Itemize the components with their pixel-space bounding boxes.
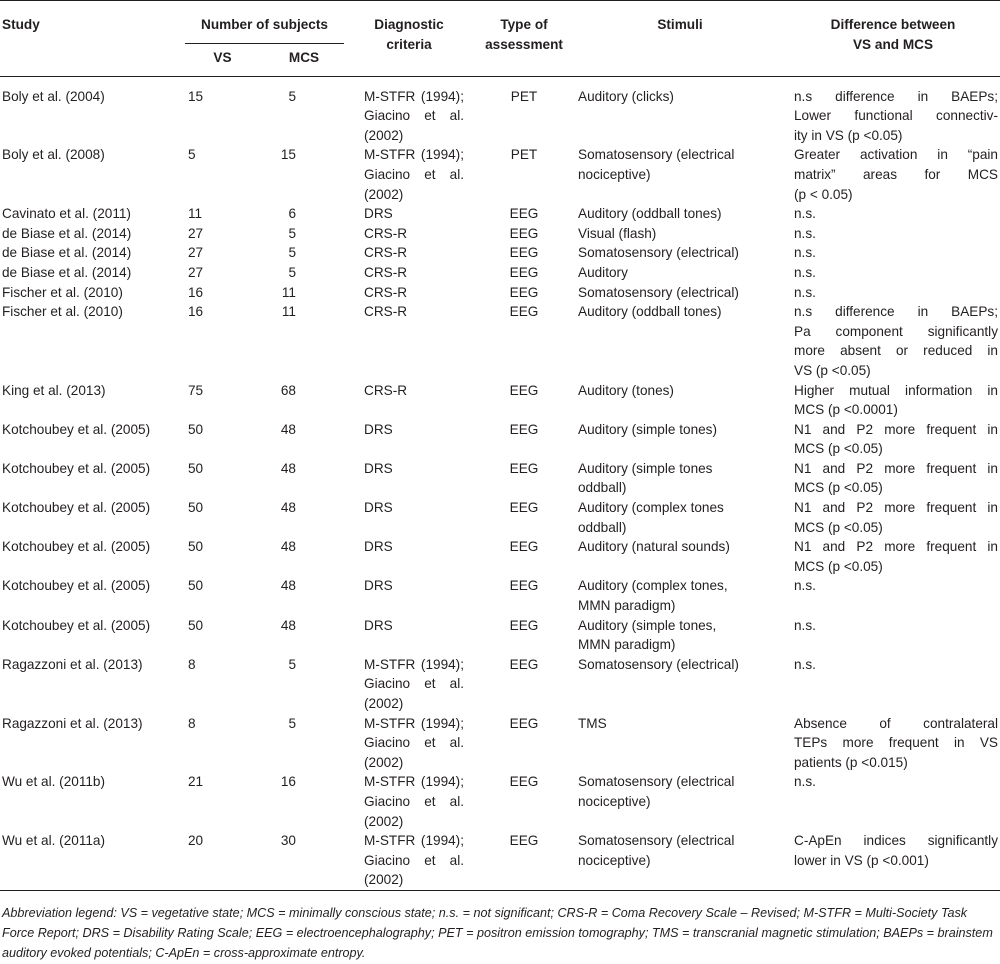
cell-diagnostic-criteria-line: DRS (364, 421, 393, 437)
cell-mcs: 5 (288, 656, 296, 672)
cell-stimuli-line: MMN paradigm) (578, 598, 676, 614)
cell-vs: 50 (188, 500, 204, 516)
cell-diagnostic-criteria (344, 576, 474, 615)
cell-stimuli-line: Auditory (simple tones (578, 460, 713, 476)
header-type-line-2: assessment (485, 36, 563, 52)
cell-diagnostic-criteria-line: (2002) (364, 186, 404, 202)
cell-difference-line: Higher mutual information in (794, 382, 998, 398)
cell-diagnostic-criteria-line: DRS (364, 617, 393, 633)
cell-diagnostic-criteria-line: DRS (364, 500, 393, 516)
cell-stimuli (574, 420, 786, 459)
table-row (0, 243, 1000, 263)
cell-study: Kotchoubey et al. (2005) (2, 460, 151, 476)
table-row (0, 616, 1000, 655)
cell-vs: 50 (188, 578, 204, 594)
cell-stimuli (574, 831, 786, 890)
header-difference-line-2: VS and MCS (852, 36, 934, 52)
cell-mcs: 48 (280, 617, 296, 633)
cell-stimuli-line: Auditory (clicks) (578, 88, 674, 104)
cell-stimuli-line: Somatosensory (electrical (578, 833, 735, 849)
cell-difference (786, 381, 1000, 420)
cell-diagnostic-criteria-line: Giacino et al. (364, 852, 464, 868)
cell-difference (786, 498, 1000, 537)
cell-difference-line: n.s. (794, 264, 816, 280)
cell-mcs: 48 (280, 578, 296, 594)
cell-diagnostic-criteria-line: (2002) (364, 872, 404, 888)
cell-type-of-assessment: EEG (509, 500, 539, 516)
cell-difference (786, 243, 1000, 263)
cell-study: Kotchoubey et al. (2005) (2, 500, 151, 516)
cell-vs: 8 (188, 715, 196, 731)
cell-difference-line: Greater activation in “pain (794, 147, 998, 163)
cell-difference (786, 224, 1000, 244)
cell-difference-line: Lower functional connectiv- (794, 108, 998, 124)
cell-difference (786, 263, 1000, 283)
cell-difference-line: more absent or reduced in (794, 343, 998, 359)
cell-study: Boly et al. (2008) (2, 147, 105, 163)
cell-study: Kotchoubey et al. (2005) (2, 421, 151, 437)
cell-difference (786, 537, 1000, 576)
cell-difference-line: n.s difference in BAEPs; (794, 304, 998, 320)
cell-stimuli-line: Auditory (simple tones, (578, 617, 717, 633)
cell-vs: 15 (188, 88, 204, 104)
cell-vs: 50 (188, 421, 204, 437)
cell-mcs: 68 (280, 382, 296, 398)
cell-stimuli-line: Auditory (578, 264, 628, 280)
cell-stimuli-line: Somatosensory (electrical (578, 147, 735, 163)
table-row (0, 76, 1000, 145)
cell-diagnostic-criteria-line: M-STFR (1994); (364, 774, 464, 790)
cell-stimuli (574, 381, 786, 420)
header-vs: VS (181, 44, 264, 77)
cell-mcs: 6 (288, 206, 296, 222)
cell-difference (786, 772, 1000, 831)
cell-vs: 21 (188, 774, 204, 790)
cell-diagnostic-criteria (344, 145, 474, 204)
cell-diagnostic-criteria-line: M-STFR (1994); (364, 147, 464, 163)
cell-diagnostic-criteria (344, 243, 474, 263)
cell-difference-line: patients (p <0.015) (794, 754, 908, 770)
cell-difference-line: n.s. (794, 617, 816, 633)
cell-difference (786, 283, 1000, 303)
cell-difference-line: n.s. (794, 578, 816, 594)
cell-mcs: 11 (281, 304, 296, 320)
cell-mcs: 48 (280, 421, 296, 437)
table-header (0, 1, 1000, 77)
cell-stimuli-line: nociceptive) (578, 852, 651, 868)
cell-vs: 50 (188, 617, 204, 633)
cell-stimuli (574, 76, 786, 145)
cell-mcs: 30 (280, 833, 296, 849)
cell-diagnostic-criteria (344, 263, 474, 283)
cell-diagnostic-criteria (344, 498, 474, 537)
cell-diagnostic-criteria (344, 616, 474, 655)
cell-stimuli-line: Somatosensory (electrical) (578, 656, 739, 672)
cell-diagnostic-criteria (344, 537, 474, 576)
cell-difference-line: MCS (p <0.05) (794, 480, 883, 496)
cell-stimuli (574, 204, 786, 224)
cell-diagnostic-criteria-line: Giacino et al. (364, 793, 464, 809)
cell-diagnostic-criteria-line: Giacino et al. (364, 676, 464, 692)
cell-stimuli-line: Auditory (complex tones (578, 500, 724, 516)
cell-study: Kotchoubey et al. (2005) (2, 617, 151, 633)
cell-vs: 27 (188, 264, 204, 280)
cell-stimuli (574, 145, 786, 204)
header-diagnostic-line-1: Diagnostic (374, 17, 444, 32)
cell-difference-line: TEPs more frequent in VS (794, 735, 998, 751)
cell-stimuli (574, 616, 786, 655)
header-difference-line-1: Difference between (830, 17, 956, 32)
cell-diagnostic-criteria (344, 302, 474, 380)
cell-vs: 5 (188, 147, 196, 163)
cell-difference-line: n.s difference in BAEPs; (794, 88, 998, 104)
cell-mcs: 5 (288, 715, 296, 731)
cell-stimuli-line: nociceptive) (578, 793, 651, 809)
cell-type-of-assessment: EEG (509, 304, 539, 320)
cell-difference-line: (p < 0.05) (794, 186, 853, 202)
cell-stimuli-line: Auditory (oddball tones) (578, 206, 722, 222)
cell-mcs: 16 (280, 774, 296, 790)
cell-difference (786, 714, 1000, 773)
cell-vs: 27 (188, 245, 204, 261)
cell-difference (786, 204, 1000, 224)
cell-mcs: 5 (288, 225, 296, 241)
cell-diagnostic-criteria-line: DRS (364, 539, 393, 555)
table-footnote: Abbreviation legend: VS = vegetative state; MCS = minimally conscious state; n.s. = not significant; CRS-R = Coma Recovery Scale – Revised; M-STFR = Multi-Society Task Force Report; DRS = Disability Rating Scale; EEG = electroencephalography; PET = positron emission tomography; TMS = transcranial magnetic stimulation; BAEPs = brainstem auditory evoked potentials; C-ApEn = cross-approximate entropy. (0, 890, 1000, 964)
cell-study: Fischer et al. (2010) (2, 304, 123, 320)
cell-type-of-assessment: EEG (509, 715, 539, 731)
cell-diagnostic-criteria-line: (2002) (364, 754, 404, 770)
cell-type-of-assessment: EEG (509, 617, 539, 633)
cell-diagnostic-criteria-line: Giacino et al. (364, 108, 464, 124)
cell-study: Boly et al. (2004) (2, 88, 105, 104)
header-stimuli: Stimuli (574, 1, 786, 77)
header-difference (786, 1, 1000, 77)
cell-diagnostic-criteria-line: M-STFR (1994); (364, 88, 464, 104)
cell-stimuli-line: Somatosensory (electrical) (578, 245, 739, 261)
cell-vs: 8 (188, 656, 196, 672)
cell-diagnostic-criteria (344, 420, 474, 459)
cell-diagnostic-criteria (344, 655, 474, 714)
cell-stimuli-line: Auditory (oddball tones) (578, 304, 722, 320)
cell-study: Fischer et al. (2010) (2, 284, 123, 300)
cell-stimuli (574, 283, 786, 303)
table-row (0, 224, 1000, 244)
cell-difference-line: N1 and P2 more frequent in (794, 421, 998, 437)
cell-stimuli (574, 224, 786, 244)
cell-type-of-assessment: PET (510, 147, 538, 163)
cell-study: Wu et al. (2011b) (2, 774, 106, 790)
table-row (0, 772, 1000, 831)
cell-difference (786, 302, 1000, 380)
cell-difference-line: ity in VS (p <0.05) (794, 127, 903, 143)
cell-difference-line: N1 and P2 more frequent in (794, 460, 998, 476)
cell-stimuli (574, 537, 786, 576)
cell-stimuli-line: oddball) (578, 480, 627, 496)
cell-mcs: 11 (281, 284, 296, 300)
cell-difference-line: n.s. (794, 225, 816, 241)
cell-difference-line: VS (p <0.05) (794, 362, 871, 378)
table-row (0, 145, 1000, 204)
cell-diagnostic-criteria-line: CRS-R (364, 225, 408, 241)
cell-difference-line: n.s. (794, 656, 816, 672)
cell-mcs: 5 (288, 245, 296, 261)
cell-stimuli (574, 576, 786, 615)
table-row (0, 537, 1000, 576)
cell-diagnostic-criteria-line: (2002) (364, 813, 404, 829)
cell-diagnostic-criteria (344, 204, 474, 224)
cell-study: Kotchoubey et al. (2005) (2, 539, 151, 555)
cell-vs: 50 (188, 460, 204, 476)
cell-type-of-assessment: EEG (509, 460, 539, 476)
cell-diagnostic-criteria-line: CRS-R (364, 382, 408, 398)
cell-vs: 75 (188, 382, 204, 398)
cell-type-of-assessment: EEG (509, 382, 539, 398)
cell-mcs: 48 (280, 460, 296, 476)
cell-diagnostic-criteria-line: CRS-R (364, 264, 408, 280)
cell-stimuli-line: Somatosensory (electrical (578, 774, 735, 790)
cell-type-of-assessment: EEG (509, 264, 539, 280)
cell-stimuli (574, 655, 786, 714)
cell-difference (786, 76, 1000, 145)
cell-difference-line: MCS (p <0.05) (794, 519, 883, 535)
cell-diagnostic-criteria (344, 714, 474, 773)
cell-diagnostic-criteria (344, 772, 474, 831)
cell-difference-line: MCS (p <0.05) (794, 558, 883, 574)
cell-diagnostic-criteria-line: CRS-R (364, 304, 408, 320)
table-row (0, 498, 1000, 537)
cell-difference-line: C-ApEn indices significantly (794, 833, 998, 849)
table-body (0, 76, 1000, 890)
header-study: Study (0, 1, 181, 77)
header-type-of-assessment (474, 1, 574, 77)
header-diagnostic-criteria (344, 1, 474, 77)
cell-study: de Biase et al. (2014) (2, 264, 132, 280)
cell-diagnostic-criteria-line: DRS (364, 206, 393, 222)
cell-stimuli-line: Visual (flash) (578, 225, 657, 241)
cell-diagnostic-criteria (344, 76, 474, 145)
cell-type-of-assessment: PET (510, 88, 538, 104)
cell-vs: 20 (188, 833, 204, 849)
cell-vs: 16 (188, 304, 204, 320)
cell-type-of-assessment: EEG (509, 539, 539, 555)
cell-study: Wu et al. (2011a) (2, 833, 106, 849)
table-row (0, 459, 1000, 498)
table-row (0, 714, 1000, 773)
cell-diagnostic-criteria-line: DRS (364, 460, 393, 476)
cell-type-of-assessment: EEG (509, 578, 539, 594)
cell-difference (786, 655, 1000, 714)
cell-type-of-assessment: EEG (509, 206, 539, 222)
header-number-of-subjects-label: Number of subjects (185, 15, 344, 44)
cell-difference-line: lower in VS (p <0.001) (794, 852, 929, 868)
cell-type-of-assessment: EEG (509, 225, 539, 241)
cell-diagnostic-criteria (344, 831, 474, 890)
cell-stimuli-line: TMS (578, 715, 607, 731)
table-row (0, 283, 1000, 303)
table-row (0, 204, 1000, 224)
header-diagnostic-line-2: criteria (386, 36, 432, 52)
cell-study: Ragazzoni et al. (2013) (2, 656, 143, 672)
cell-stimuli-line: Auditory (natural sounds) (578, 539, 730, 555)
cell-diagnostic-criteria-line: (2002) (364, 696, 404, 711)
table-row (0, 420, 1000, 459)
cell-diagnostic-criteria-line: (2002) (364, 127, 404, 143)
cell-stimuli-line: MMN paradigm) (578, 637, 676, 653)
cell-mcs: 5 (288, 264, 296, 280)
cell-difference-line: n.s. (794, 206, 816, 222)
cell-type-of-assessment: EEG (509, 421, 539, 437)
cell-study: Cavinato et al. (2011) (2, 206, 131, 222)
cell-difference-line: Pa component significantly (794, 323, 998, 339)
cell-type-of-assessment: EEG (509, 284, 539, 300)
cell-mcs: 5 (288, 88, 296, 104)
cell-vs: 11 (188, 206, 203, 222)
cell-diagnostic-criteria-line: M-STFR (1994); (364, 656, 464, 672)
cell-mcs: 15 (280, 147, 296, 163)
cell-diagnostic-criteria (344, 459, 474, 498)
cell-difference-line: Absence of contralateral (794, 715, 998, 731)
cell-difference-line: MCS (p <0.0001) (794, 402, 898, 418)
cell-study: de Biase et al. (2014) (2, 245, 132, 261)
cell-diagnostic-criteria (344, 224, 474, 244)
header-mcs: MCS (264, 44, 344, 77)
cell-stimuli-line: Somatosensory (electrical) (578, 284, 739, 300)
cell-difference-line: matrix” areas for MCS (794, 166, 998, 182)
cell-difference (786, 420, 1000, 459)
table-row (0, 302, 1000, 380)
cell-stimuli (574, 243, 786, 263)
cell-difference (786, 459, 1000, 498)
cell-vs: 50 (188, 539, 204, 555)
cell-vs: 27 (188, 225, 204, 241)
cell-stimuli (574, 714, 786, 773)
cell-diagnostic-criteria-line: M-STFR (1994); (364, 715, 464, 731)
cell-study: Kotchoubey et al. (2005) (2, 578, 151, 594)
table-row (0, 576, 1000, 615)
table-row (0, 831, 1000, 890)
cell-stimuli (574, 498, 786, 537)
cell-diagnostic-criteria-line: Giacino et al. (364, 735, 464, 751)
cell-stimuli-line: Auditory (tones) (578, 382, 674, 398)
cell-stimuli-line: Auditory (complex tones, (578, 578, 728, 594)
table-row (0, 655, 1000, 714)
cell-difference (786, 616, 1000, 655)
table-row (0, 381, 1000, 420)
cell-difference-line: n.s. (794, 774, 816, 790)
cell-difference (786, 831, 1000, 890)
cell-mcs: 48 (280, 500, 296, 516)
cell-diagnostic-criteria (344, 381, 474, 420)
cell-vs: 16 (188, 284, 204, 300)
cell-study: de Biase et al. (2014) (2, 225, 132, 241)
cell-stimuli-line: Auditory (simple tones) (578, 421, 718, 437)
cell-stimuli (574, 459, 786, 498)
cell-difference-line: n.s. (794, 245, 816, 261)
cell-mcs: 48 (280, 539, 296, 555)
cell-study: Ragazzoni et al. (2013) (2, 715, 143, 731)
cell-stimuli-line: oddball) (578, 519, 627, 535)
cell-type-of-assessment: EEG (509, 245, 539, 261)
cell-stimuli (574, 772, 786, 831)
cell-type-of-assessment: EEG (509, 833, 539, 849)
cell-diagnostic-criteria-line: CRS-R (364, 284, 408, 300)
cell-stimuli-line: nociceptive) (578, 166, 651, 182)
cell-diagnostic-criteria (344, 283, 474, 303)
cell-difference (786, 145, 1000, 204)
header-number-of-subjects (181, 1, 344, 44)
cell-difference-line: MCS (p <0.05) (794, 441, 883, 457)
table-row (0, 263, 1000, 283)
cell-difference-line: N1 and P2 more frequent in (794, 539, 998, 555)
cell-diagnostic-criteria-line: M-STFR (1994); (364, 833, 464, 849)
cell-difference-line: n.s. (794, 284, 816, 300)
cell-stimuli (574, 263, 786, 283)
cell-difference (786, 576, 1000, 615)
cell-study: King et al. (2013) (2, 382, 106, 398)
cell-diagnostic-criteria-line: CRS-R (364, 245, 408, 261)
header-type-line-1: Type of (500, 17, 548, 32)
cell-diagnostic-criteria-line: Giacino et al. (364, 166, 464, 182)
cell-stimuli (574, 302, 786, 380)
cell-type-of-assessment: EEG (509, 774, 539, 790)
cell-diagnostic-criteria-line: DRS (364, 578, 393, 594)
cell-difference-line: N1 and P2 more frequent in (794, 500, 998, 516)
cell-type-of-assessment: EEG (509, 656, 539, 672)
